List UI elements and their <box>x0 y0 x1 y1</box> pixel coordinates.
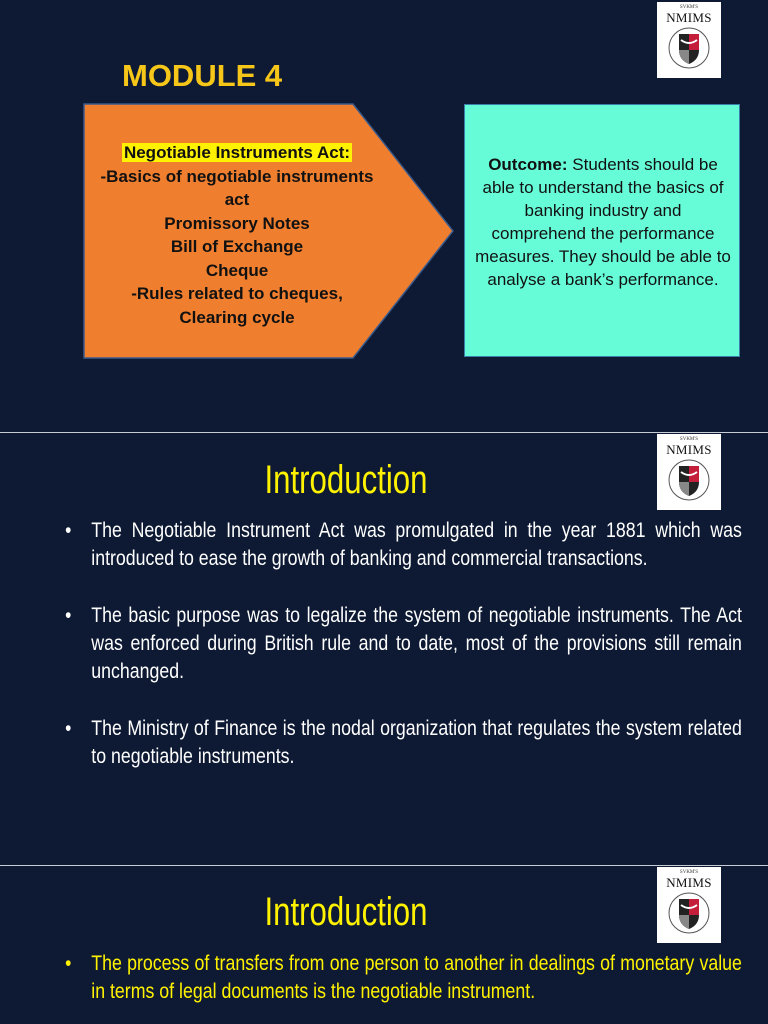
bullet-item: • The basic purpose was to legalize the system of negotiable instruments. The Act was enforced during British rule and to date, most of the provisions still remain unchanged. <box>65 604 742 683</box>
shield-icon <box>667 26 711 70</box>
outcome-description: Students should be able to understand the basics of banking industry and comprehend the performance measures. They should be able to analyse a bank’s performance. <box>475 155 731 289</box>
module-title: MODULE 4 <box>122 58 283 93</box>
outcome-label: Outcome: <box>488 155 568 174</box>
slide-introduction-2 <box>0 866 768 1024</box>
nmims-logo: SVKM'S NMIMS <box>657 867 721 943</box>
topic-item: -Basics of negotiable instruments act <box>100 166 374 209</box>
topics-heading: Negotiable Instruments Act: <box>123 143 351 162</box>
bullet-list <box>60 517 742 800</box>
bullet-item: • The Ministry of Finance is the nodal organization that regulates the system related to negotiable instruments. <box>65 717 742 768</box>
slide-introduction-1 <box>0 433 768 865</box>
shield-icon <box>667 891 711 935</box>
topics-list <box>96 141 378 329</box>
outcome-box <box>464 104 740 357</box>
topic-item: Bill of Exchange <box>170 237 304 256</box>
bullet-item: • The Negotiable Instrument Act was promulgated in the year 1881 which was introduced to ease the growth of banking and commercial transactions. <box>65 519 742 570</box>
slide-module-4 <box>0 0 768 432</box>
topic-item: Promissory Notes <box>164 213 310 233</box>
bullet-list <box>60 950 742 1006</box>
bullet-item: • The process of transfers from one person to another in dealings of monetary value in terms of legal documents is the negotiable instrument. <box>65 952 742 1003</box>
topic-item: Cheque <box>205 260 269 280</box>
outcome-text <box>465 153 741 291</box>
shield-icon <box>667 458 711 502</box>
nmims-logo: SVKM'S NMIMS <box>657 2 721 78</box>
nmims-logo: SVKM'S NMIMS <box>657 434 721 510</box>
topic-item: -Rules related to cheques, Clearing cycle <box>131 284 343 327</box>
slide-title: Introduction <box>264 458 428 502</box>
slide-title: Introduction <box>264 890 428 934</box>
